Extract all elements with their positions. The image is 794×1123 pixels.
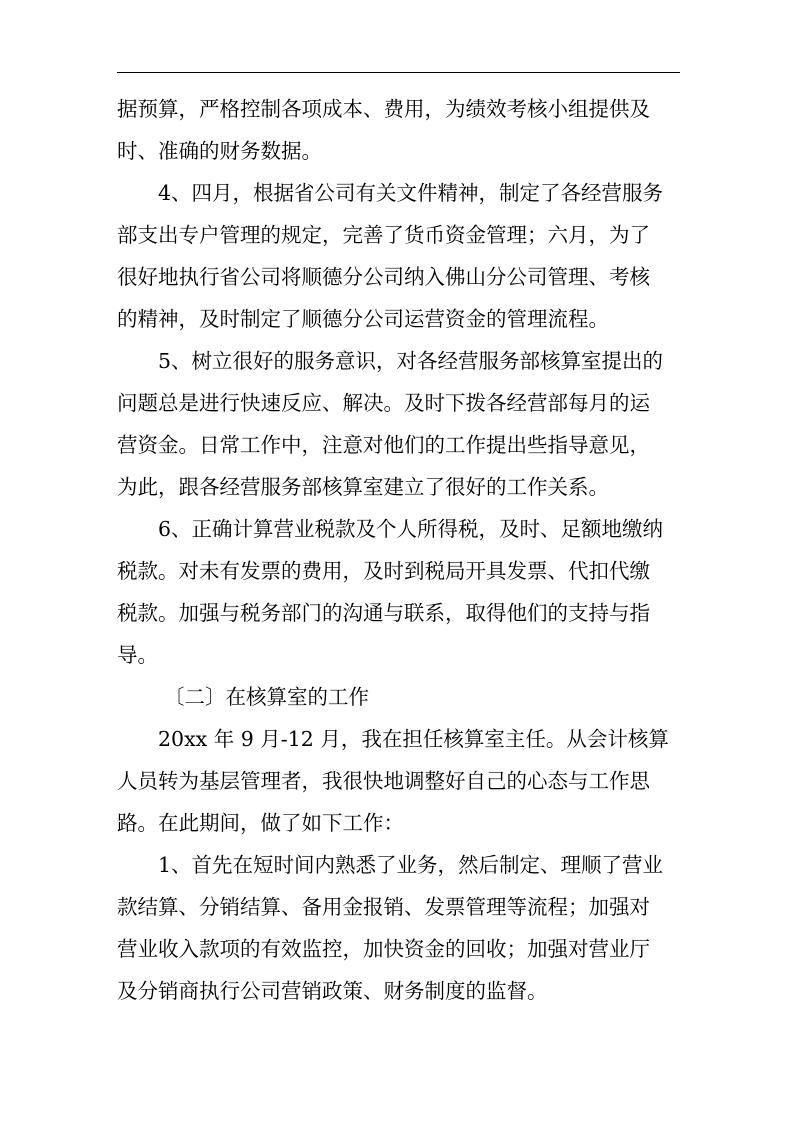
paragraph-start-line: 20xx 年 9 月-12 月，我在担任核算室主任。从会计核算 [158, 727, 669, 751]
text-line: 问题总是进行快速反应、解决。及时下拨各经营部每月的运 [117, 391, 650, 415]
text-line: 为此，跟各经营服务部核算室建立了很好的工作关系。 [117, 475, 609, 499]
text-line: 税款。对未有发票的费用，及时到税局开具发票、代扣代缴 [117, 559, 650, 583]
header-rule [117, 72, 680, 73]
text-line: 税款。加强与税务部门的沟通与联系，取得他们的支持与指 [117, 601, 650, 625]
text-line: 及分销商执行公司营销政策、财务制度的监督。 [117, 979, 548, 1003]
paragraph-start-line: 5、树立很好的服务意识，对各经营服务部核算室提出的 [158, 349, 664, 373]
body-text [117, 88, 683, 1012]
paragraph-start-line: 4、四月，根据省公司有关文件精神，制定了各经营服务 [158, 181, 664, 205]
section-heading: 〔二〕在核算室的工作 [164, 685, 369, 709]
text-line: 人员转为基层管理者，我很快地调整好自己的心态与工作思 [117, 769, 650, 793]
text-line: 款结算、分销结算、备用金报销、发票管理等流程；加强对 [117, 895, 650, 919]
text-line: 导。 [117, 643, 158, 667]
text-line: 部支出专户管理的规定，完善了货币资金管理；六月，为了 [117, 223, 650, 247]
text-line: 很好地执行省公司将顺德分公司纳入佛山分公司管理、考核 [117, 265, 650, 289]
text-line: 路。在此期间，做了如下工作： [117, 811, 404, 835]
text-line: 的精神，及时制定了顺德分公司运营资金的管理流程。 [117, 307, 609, 331]
text-line: 据预算，严格控制各项成本、费用，为绩效考核小组提供及 [117, 97, 650, 121]
text-line: 营业收入款项的有效监控，加快资金的回收；加强对营业厅 [117, 937, 650, 961]
paragraph-start-line: 1、首先在短时间内熟悉了业务，然后制定、理顺了营业 [158, 853, 664, 877]
text-line: 时、准确的财务数据。 [117, 139, 322, 163]
paragraph-start-line: 6、正确计算营业税款及个人所得税，及时、足额地缴纳 [158, 517, 664, 541]
text-line: 营资金。日常工作中，注意对他们的工作提出些指导意见， [117, 433, 650, 457]
